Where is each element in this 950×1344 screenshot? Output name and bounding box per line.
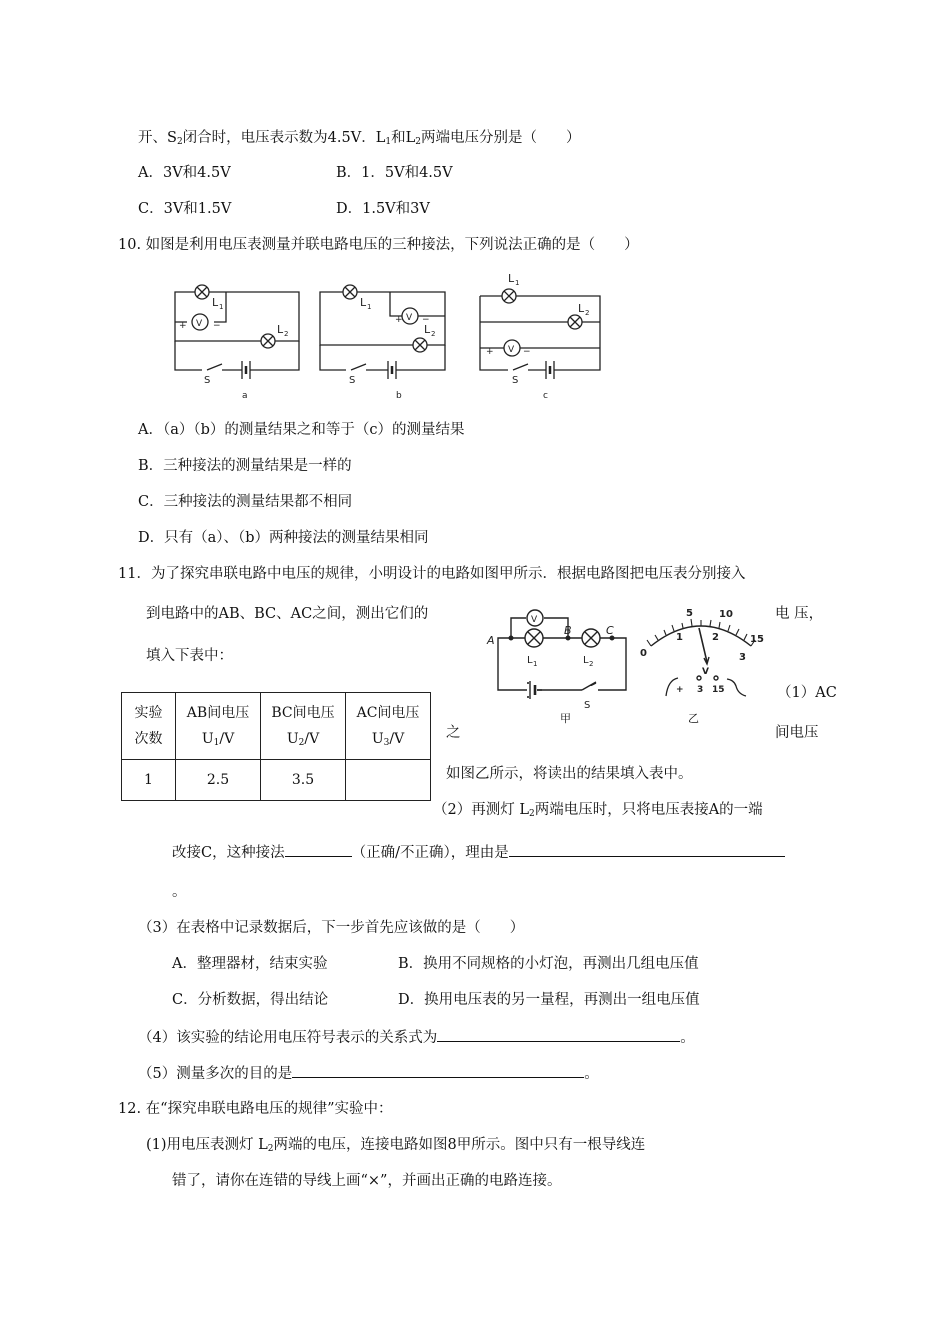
q12-part1: (1)用电压表测灯 $L_2$两端的电压，连接电路如图8甲所示。图中只有一根导线连 bbox=[146, 1137, 646, 1154]
svg-text:V: V bbox=[531, 615, 538, 625]
q10-option-c: C．三种接法的测量结果都不相同 bbox=[138, 494, 353, 510]
q11-part4: （4）该实验的结论用电压符号表示的关系式为 。 bbox=[138, 1027, 695, 1048]
svg-text:+: + bbox=[486, 347, 494, 357]
svg-text:S: S bbox=[512, 375, 519, 386]
q11-stem-line2: 到电路中的AB、BC、AC之间，测出它们的 bbox=[146, 606, 429, 622]
q9-stem: 开、$S_2$闭合时，电压表示数为4.5V．$L_1$和$L_2$两端电压分别是（ ） bbox=[138, 130, 581, 147]
q11-stem-line2-end: 电 压， bbox=[775, 606, 824, 622]
svg-text:S: S bbox=[204, 375, 211, 386]
circuit-c bbox=[480, 272, 600, 401]
table-header-row bbox=[122, 693, 431, 760]
answer-blank-purpose[interactable] bbox=[292, 1063, 584, 1078]
svg-text:1: 1 bbox=[367, 303, 372, 311]
svg-text:V: V bbox=[702, 667, 709, 677]
q9-option-b: B．1．5V和4.5V bbox=[336, 165, 453, 181]
svg-text:V: V bbox=[406, 313, 413, 323]
svg-text:3: 3 bbox=[739, 652, 746, 663]
svg-text:V: V bbox=[196, 319, 203, 329]
svg-text:L: L bbox=[277, 323, 284, 336]
svg-text:5: 5 bbox=[686, 608, 693, 619]
svg-text:15: 15 bbox=[750, 634, 764, 645]
svg-text:+: + bbox=[179, 321, 187, 331]
q11-part2-cont: 改接C，这种接法 （正确/不正确），理由是 bbox=[172, 842, 785, 863]
svg-text:2: 2 bbox=[431, 330, 436, 338]
svg-text:L: L bbox=[360, 296, 367, 309]
svg-text:2: 2 bbox=[585, 309, 590, 317]
q10-option-a: A．（a）（b）的测量结果之和等于（c）的测量结果 bbox=[138, 422, 465, 438]
q11-part3-option-a: A．整理器材，结束实验 bbox=[172, 956, 328, 972]
svg-text:−: − bbox=[422, 315, 430, 325]
q9-option-d: D．1.5V和3V bbox=[336, 201, 430, 217]
q10-option-b: B．三种接法的测量结果是一样的 bbox=[138, 458, 352, 474]
svg-text:−: − bbox=[213, 321, 221, 331]
svg-text:1: 1 bbox=[515, 279, 520, 287]
q11-part3-option-c: C．分析数据，得出结论 bbox=[172, 992, 329, 1008]
svg-text:2: 2 bbox=[284, 330, 289, 338]
q11-stem-line1: 11．为了探究串联电路中电压的规律，小明设计的电路如图甲所示．根据电路图把电压表分别接入 bbox=[118, 566, 746, 582]
svg-text:L: L bbox=[583, 655, 589, 666]
q11-part1-zhi: 之 bbox=[446, 725, 461, 741]
circuit-b-caption: b bbox=[396, 391, 402, 401]
q11-part5: （5）测量多次的目的是 。 bbox=[138, 1063, 599, 1084]
svg-text:1: 1 bbox=[533, 660, 538, 668]
q11-voltmeter-dial bbox=[636, 606, 766, 706]
q11-circuit-jia bbox=[484, 604, 634, 714]
q11-stem-line3: 填入下表中： bbox=[146, 648, 233, 664]
svg-text:L: L bbox=[527, 655, 533, 666]
svg-text:+: + bbox=[395, 315, 403, 325]
circuit-a-caption: a bbox=[242, 391, 248, 401]
header-ac: AC间电压 $U_3/V$ bbox=[346, 693, 431, 760]
svg-text:1: 1 bbox=[219, 303, 224, 311]
svg-text:S: S bbox=[349, 375, 356, 386]
svg-text:15: 15 bbox=[712, 685, 725, 695]
cell-ab: 2.5 bbox=[176, 760, 261, 801]
q11-part1-text2: 如图乙所示，将读出的结果填入表中。 bbox=[446, 766, 693, 782]
svg-text:L: L bbox=[424, 323, 431, 336]
circuit-a-l1-label: L bbox=[212, 296, 219, 309]
q9-option-c: C．3V和1.5V bbox=[138, 201, 232, 217]
svg-text:A: A bbox=[487, 634, 495, 647]
cell-ac bbox=[346, 760, 431, 801]
answer-blank-correctness[interactable] bbox=[285, 842, 352, 857]
q11-data-table bbox=[121, 692, 431, 801]
svg-text:1: 1 bbox=[676, 632, 683, 643]
svg-text:B: B bbox=[564, 624, 572, 637]
q11-caption-jia: 甲 bbox=[560, 712, 571, 725]
svg-text:10: 10 bbox=[719, 609, 733, 620]
circuit-c-caption: c bbox=[543, 391, 548, 401]
q11-part3-option-b: B．换用不同规格的小灯泡，再测出几组电压值 bbox=[398, 956, 699, 972]
q11-part1-label: （1）AC bbox=[777, 685, 837, 701]
answer-blank-relation[interactable] bbox=[437, 1027, 680, 1042]
svg-text:3: 3 bbox=[697, 685, 704, 695]
header-bc: BC间电压 $U_2/V$ bbox=[261, 693, 346, 760]
q12-stem: 12. 在“探究串联电路电压的规律”实验中： bbox=[118, 1101, 393, 1117]
svg-text:0: 0 bbox=[640, 648, 647, 659]
circuit-a bbox=[175, 285, 299, 401]
circuit-b bbox=[320, 285, 445, 401]
q10-circuit-figures bbox=[160, 266, 620, 406]
q10-option-d: D．只有（a）、（b）两种接法的测量结果相同 bbox=[138, 530, 429, 546]
cell-bc: 3.5 bbox=[261, 760, 346, 801]
header-trial: 实验 次数 bbox=[122, 693, 176, 760]
q11-part2-end: 。 bbox=[172, 884, 187, 900]
answer-blank-reason[interactable] bbox=[509, 842, 785, 857]
svg-text:2: 2 bbox=[712, 632, 719, 643]
header-ab: AB间电压 $U_1/V$ bbox=[176, 693, 261, 760]
svg-text:S: S bbox=[584, 700, 591, 711]
svg-text:L: L bbox=[508, 272, 515, 285]
table-row bbox=[122, 760, 431, 801]
svg-text:C: C bbox=[606, 624, 614, 637]
q12-part1-cont: 错了，请你在连错的导线上画“×”，并画出正确的电路连接。 bbox=[172, 1173, 562, 1189]
q11-part1-text: 间电压 bbox=[775, 725, 819, 741]
svg-text:L: L bbox=[578, 302, 585, 315]
q9-option-a: A．3V和4.5V bbox=[138, 165, 231, 181]
cell-trial: 1 bbox=[122, 760, 176, 801]
svg-text:2: 2 bbox=[589, 660, 594, 668]
svg-text:−: − bbox=[523, 347, 531, 357]
q11-part2: （2）再测灯 $L_2$两端电压时，只将电压表接A的一端 bbox=[433, 802, 763, 819]
q11-part3: （3）在表格中记录数据后，下一步首先应该做的是（ ） bbox=[138, 920, 525, 936]
q11-caption-yi: 乙 bbox=[688, 712, 699, 725]
q11-part3-option-d: D．换用电压表的另一量程，再测出一组电压值 bbox=[398, 992, 700, 1008]
svg-text:V: V bbox=[508, 345, 515, 355]
svg-text:+: + bbox=[676, 685, 684, 695]
q10-stem: 10. 如图是利用电压表测量并联电路电压的三种接法，下列说法正确的是（ ） bbox=[118, 237, 639, 253]
